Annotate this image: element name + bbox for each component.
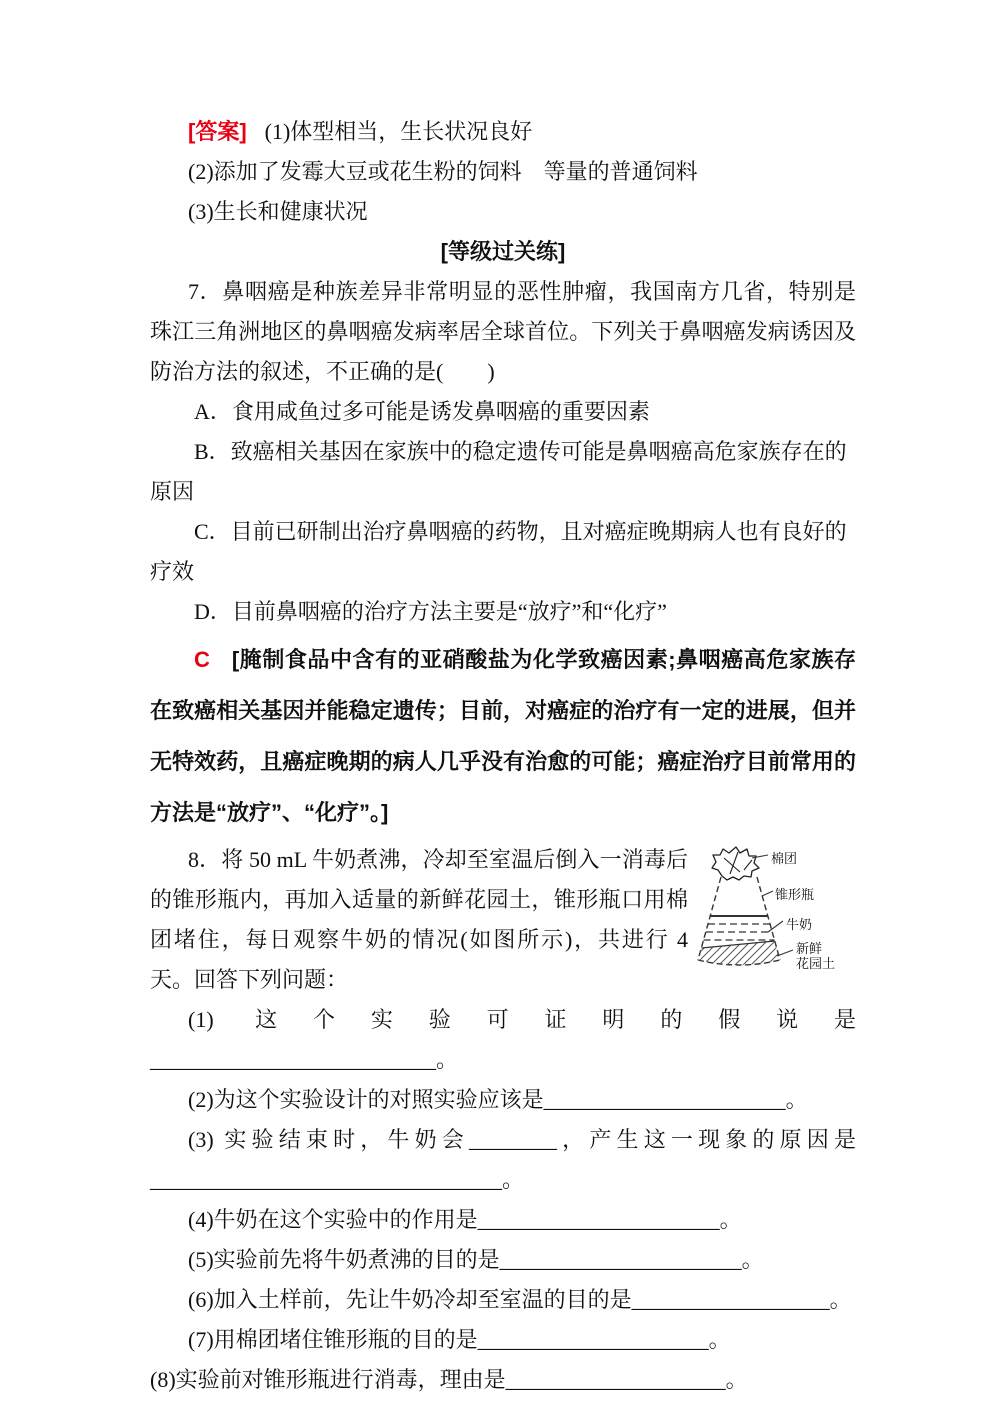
answer6-line-2: (2)添加了发霉大豆或花生粉的饲料 等量的普通饲料 xyxy=(188,159,698,184)
flask-figure xyxy=(694,846,856,978)
q8-stem: 8．将 50 mL 牛奶煮沸，冷却至室温后倒入一消毒后的锥形瓶内，再加入适量的新鲜花园土，锥形瓶口用棉团堵住，每日观察牛奶的情况(如图所示)，共进行 4 天。回答下列问题： xyxy=(150,847,688,992)
page-content xyxy=(150,112,856,1400)
q7-option-b: B．致癌相关基因在家族中的稳定遗传可能是鼻咽癌高危家族存在的原因 xyxy=(150,439,847,504)
answer6-line-3: (3)生长和健康状况 xyxy=(188,199,368,224)
q8-sub3-text-2: ，产生这一现象的原因是 xyxy=(556,1127,856,1152)
milk-layer xyxy=(704,916,775,940)
soil-label-2: 花园土 xyxy=(796,956,836,971)
q8-sub8: (8)实验前对锥形瓶进行消毒，理由是____________________。 xyxy=(150,1367,748,1392)
answer-tag: [答案] xyxy=(188,119,247,144)
soil-label-1: 新鲜 xyxy=(796,941,823,956)
q8-sub5: (5)实验前先将牛奶煮沸的目的是______________________。 xyxy=(188,1247,764,1272)
q7-option-c: C．目前已研制出治疗鼻咽癌的药物，且对癌症晚期病人也有良好的疗效 xyxy=(150,519,847,584)
q8-sub6: (6)加入土样前，先让牛奶冷却至室温的目的是__________________。 xyxy=(188,1287,852,1312)
q8-sub3-inline-blank: ________ xyxy=(468,1127,557,1152)
q8-sub3-number: (3) xyxy=(188,1127,214,1152)
q8-block xyxy=(150,840,856,1400)
q8-sub3-text-1: 实验结束时，牛奶会 xyxy=(224,1127,469,1152)
q7-answer-letter: C xyxy=(194,647,210,672)
answer6-line-1 xyxy=(150,112,856,152)
q8-sub1-text: 这个实验可证明的假说是 xyxy=(255,1007,856,1032)
q8-sub4: (4)牛奶在这个实验中的作用是______________________。 xyxy=(188,1207,742,1232)
q8-sub1-number: (1) xyxy=(188,1007,214,1032)
q8-sub1 xyxy=(150,1000,856,1040)
q8-sub3 xyxy=(150,1120,856,1160)
milk-label: 牛奶 xyxy=(786,917,813,932)
q7-stem: 7．鼻咽癌是种族差异非常明显的恶性肿瘤，我国南方几省，特别是珠江三角洲地区的鼻咽癌发病率居全球首位。下列关于鼻咽癌发病诱因及防治方法的叙述，不正确的是( ) xyxy=(150,279,856,384)
flask-label: 锥形瓶 xyxy=(775,887,815,902)
q7-explanation: [腌制食品中含有的亚硝酸盐为化学致癌因素;鼻咽癌高危家族存在致癌相关基因并能稳定遗传；目前，对癌症的治疗有一定的进展，但并无特效药，且癌症晚期的病人几乎没有治愈的可能；癌症治疗目前常用的方法是“放疗”、“化疗”。] xyxy=(150,647,856,825)
answer6-text-1: (1)体型相当，生长状况良好 xyxy=(264,119,533,144)
q8-sub2: (2)为这个实验设计的对照实验应该是______________________。 xyxy=(188,1087,808,1112)
q8-sub3-blank-line: ________________________________。 xyxy=(150,1167,525,1192)
cotton-label: 棉团 xyxy=(771,851,798,866)
section-header: [等级过关练] xyxy=(440,239,566,264)
q7-option-a: A．食用咸鱼过多可能是诱发鼻咽癌的重要因素 xyxy=(194,399,650,424)
q7-answer-block xyxy=(150,634,856,838)
q8-sub1-blank-line: __________________________。 xyxy=(150,1047,459,1072)
cotton-plug-icon xyxy=(712,847,759,880)
q7-option-d: D．目前鼻咽癌的治疗方法主要是“放疗”和“化疗” xyxy=(194,599,667,624)
flask-diagram xyxy=(694,846,856,978)
q8-sub7: (7)用棉团堵住锥形瓶的目的是_____________________。 xyxy=(188,1327,731,1352)
